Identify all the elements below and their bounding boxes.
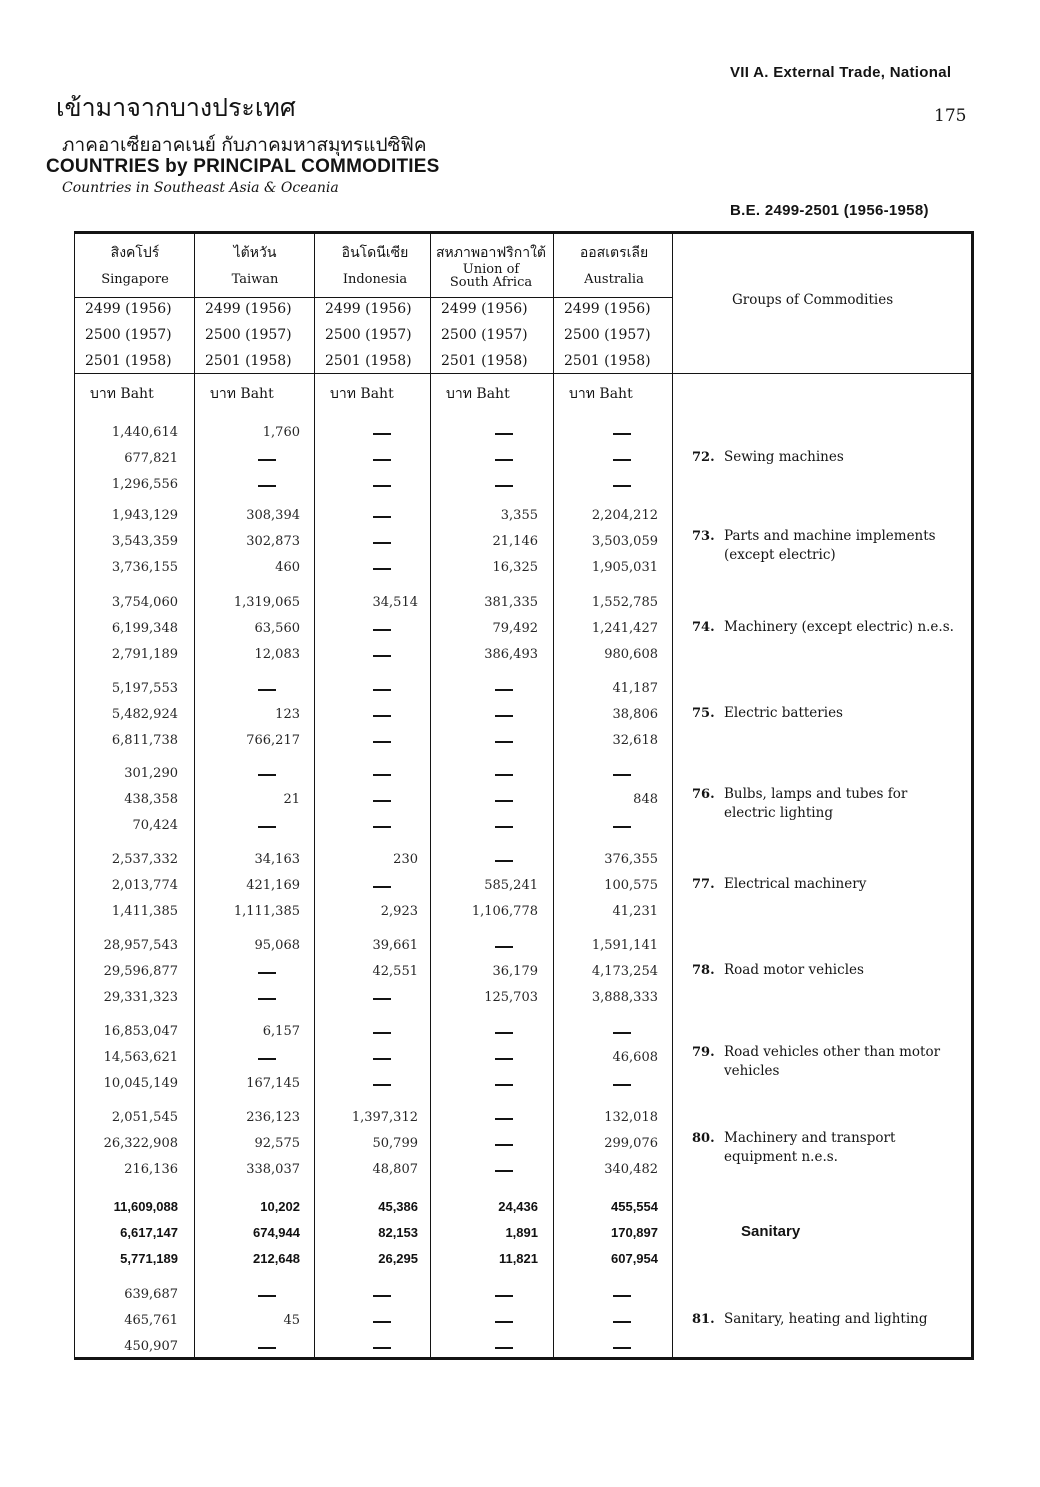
table-cell: 123 <box>275 707 300 722</box>
table-cell: 50,799 <box>372 1136 418 1151</box>
empty-dash <box>258 485 276 487</box>
empty-dash <box>373 715 391 717</box>
column-header-thai: อินโดนีเซีย <box>341 244 409 260</box>
table-cell: 438,358 <box>124 792 178 807</box>
table-cell: 1,905,031 <box>591 560 658 575</box>
period-label: B.E. 2499-2501 (1956-1958) <box>730 202 929 219</box>
table-cell: 16,853,047 <box>103 1024 178 1039</box>
table-cell: 2,204,212 <box>591 508 658 523</box>
year-label: 2501 (1958) <box>85 353 172 369</box>
table-cell: 1,111,385 <box>233 904 300 919</box>
table-cell: 848 <box>633 792 658 807</box>
table-cell: 301,290 <box>124 766 178 781</box>
unit-label: บาท Baht <box>210 386 274 402</box>
column-header-en: Singapore <box>101 272 169 287</box>
empty-dash <box>373 998 391 1000</box>
empty-dash <box>258 689 276 691</box>
group-label: Bulbs, lamps and tubes for <box>724 786 908 802</box>
table-cell: 3,355 <box>500 508 538 523</box>
table-cell: 639,687 <box>124 1287 178 1302</box>
table-cell: 36,179 <box>492 964 538 979</box>
table-cell: 1,591,141 <box>591 938 658 953</box>
year-label: 2499 (1956) <box>564 301 651 317</box>
table-cell: 1,106,778 <box>471 904 538 919</box>
table-cell: 39,661 <box>372 938 418 953</box>
table-cell: 29,596,877 <box>103 964 178 979</box>
table-cell: 34,163 <box>254 852 300 867</box>
table-cell: 10,202 <box>260 1199 300 1214</box>
group-label: Electrical machinery <box>724 876 867 892</box>
table-cell: 1,440,614 <box>111 425 178 440</box>
column-divider <box>430 231 431 1360</box>
column-divider <box>672 231 673 1360</box>
empty-dash <box>373 826 391 828</box>
table-cell: 980,608 <box>604 647 658 662</box>
empty-dash <box>613 1084 631 1086</box>
table-cell: 38,806 <box>612 707 658 722</box>
empty-dash <box>373 1347 391 1349</box>
empty-dash <box>495 1058 513 1060</box>
empty-dash <box>495 1084 513 1086</box>
table-cell: 585,241 <box>484 878 538 893</box>
table-cell: 45 <box>283 1313 300 1328</box>
table-cell: 1,891 <box>505 1225 538 1240</box>
empty-dash <box>373 1084 391 1086</box>
year-label: 2501 (1958) <box>564 353 651 369</box>
group-number: 74. <box>692 620 715 635</box>
empty-dash <box>495 1170 513 1172</box>
empty-dash <box>373 1321 391 1323</box>
empty-dash <box>258 459 276 461</box>
table-cell: 308,394 <box>246 508 300 523</box>
column-header-en: Indonesia <box>342 272 408 287</box>
group-number: 73. <box>692 529 715 544</box>
empty-dash <box>495 826 513 828</box>
empty-dash <box>258 972 276 974</box>
table-cell: 5,771,189 <box>120 1251 178 1266</box>
table-cell: 12,083 <box>254 647 300 662</box>
year-label: 2500 (1957) <box>85 327 172 343</box>
empty-dash <box>495 800 513 802</box>
empty-dash <box>258 774 276 776</box>
table-cell: 92,575 <box>254 1136 300 1151</box>
table-cell: 421,169 <box>246 878 300 893</box>
table-cell: 236,123 <box>246 1110 300 1125</box>
table-cell: 302,873 <box>246 534 300 549</box>
column-header-en: Union of <box>462 262 520 277</box>
unit-label: บาท Baht <box>90 386 154 402</box>
section-header: VII A. External Trade, National <box>730 64 952 81</box>
title-thai-main: เข้ามาจากบางประเทศ <box>56 94 296 122</box>
group-number: 78. <box>692 963 715 978</box>
column-header-thai: สิงคโปร์ <box>110 244 160 260</box>
table-cell: 465,761 <box>124 1313 178 1328</box>
empty-dash <box>373 689 391 691</box>
group-number: 76. <box>692 787 715 802</box>
table-cell: 338,037 <box>246 1162 300 1177</box>
table-cell: 6,617,147 <box>120 1225 178 1240</box>
empty-dash <box>495 1295 513 1297</box>
year-label: 2499 (1956) <box>85 301 172 317</box>
group-label: Machinery and transport <box>724 1130 896 1146</box>
table-cell: 5,197,553 <box>111 681 178 696</box>
empty-dash <box>373 485 391 487</box>
column-header-thai: สหภาพอาฟริกาใต้ <box>435 244 547 260</box>
empty-dash <box>373 1032 391 1034</box>
table-cell: 132,018 <box>604 1110 658 1125</box>
empty-dash <box>495 1118 513 1120</box>
empty-dash <box>373 1295 391 1297</box>
table-cell: 48,807 <box>372 1162 418 1177</box>
year-label: 2499 (1956) <box>205 301 292 317</box>
table-cell: 340,482 <box>604 1162 658 1177</box>
column-header-en: Taiwan <box>231 272 279 287</box>
group-label: Parts and machine implements <box>724 528 936 544</box>
empty-dash <box>495 689 513 691</box>
table-cell: 46,608 <box>612 1050 658 1065</box>
table-cell: 28,957,543 <box>103 938 178 953</box>
table-cell: 455,554 <box>611 1199 658 1214</box>
table-cell: 14,563,621 <box>103 1050 178 1065</box>
table-cell: 24,436 <box>498 1199 538 1214</box>
table-cell: 11,821 <box>498 1251 538 1266</box>
group-label: equipment n.e.s. <box>724 1149 838 1165</box>
table-cell: 26,295 <box>378 1251 418 1266</box>
table-cell: 6,811,738 <box>111 733 178 748</box>
table-cell: 170,897 <box>611 1225 658 1240</box>
group-number: 81. <box>692 1312 715 1327</box>
empty-dash <box>373 433 391 435</box>
empty-dash <box>495 1144 513 1146</box>
page-subtitle: Countries in Southeast Asia & Oceania <box>62 180 339 196</box>
table-cell: 5,482,924 <box>111 707 178 722</box>
table-cell: 381,335 <box>484 595 538 610</box>
table-cell: 70,424 <box>132 818 178 833</box>
table-cell: 2,013,774 <box>111 878 178 893</box>
year-label: 2500 (1957) <box>325 327 412 343</box>
empty-dash <box>373 1058 391 1060</box>
empty-dash <box>495 1032 513 1034</box>
table-cell: 34,514 <box>372 595 418 610</box>
table-cell: 45,386 <box>378 1199 418 1214</box>
table-cell: 1,411,385 <box>111 904 178 919</box>
table-cell: 1,943,129 <box>111 508 178 523</box>
empty-dash <box>495 1347 513 1349</box>
table-cell: 1,552,785 <box>591 595 658 610</box>
empty-dash <box>373 774 391 776</box>
table-cell: 2,537,332 <box>111 852 178 867</box>
table-cell: 6,199,348 <box>111 621 178 636</box>
year-label: 2501 (1958) <box>325 353 412 369</box>
empty-dash <box>613 1295 631 1297</box>
table-cell: 1,296,556 <box>111 477 178 492</box>
table-cell: 95,068 <box>254 938 300 953</box>
groups-header: Groups of Commodities <box>732 292 894 308</box>
table-cell: 230 <box>393 852 418 867</box>
table-cell: 1,241,427 <box>591 621 658 636</box>
empty-dash <box>495 433 513 435</box>
subheader-divider <box>74 297 673 298</box>
year-label: 2501 (1958) <box>205 353 292 369</box>
empty-dash <box>495 946 513 948</box>
group-number: 80. <box>692 1131 715 1146</box>
empty-dash <box>495 485 513 487</box>
table-cell: 21 <box>283 792 300 807</box>
empty-dash <box>495 715 513 717</box>
group-label: Road vehicles other than motor <box>724 1044 941 1060</box>
table-cell: 674,944 <box>253 1225 300 1240</box>
title-thai-sub: ภาคอาเซียอาคเนย์ กับภาคมหาสมุทรแปซิฟิค <box>62 135 427 156</box>
table-cell: 29,331,323 <box>103 990 178 1005</box>
header-divider <box>74 373 974 374</box>
empty-dash <box>613 1347 631 1349</box>
table-cell: 3,503,059 <box>591 534 658 549</box>
empty-dash <box>613 1321 631 1323</box>
year-label: 2500 (1957) <box>441 327 528 343</box>
unit-label: บาท Baht <box>569 386 633 402</box>
empty-dash <box>495 860 513 862</box>
group-label: Road motor vehicles <box>724 962 864 978</box>
table-cell: 460 <box>275 560 300 575</box>
table-cell: 41,187 <box>612 681 658 696</box>
empty-dash <box>613 1032 631 1034</box>
empty-dash <box>373 800 391 802</box>
group-label: electric lighting <box>724 805 833 821</box>
table-cell: 3,888,333 <box>591 990 658 1005</box>
empty-dash <box>373 629 391 631</box>
empty-dash <box>613 826 631 828</box>
table-cell: 212,648 <box>253 1251 300 1266</box>
year-label: 2499 (1956) <box>325 301 412 317</box>
table-cell: 2,923 <box>380 904 418 919</box>
empty-dash <box>495 1321 513 1323</box>
table-cell: 167,145 <box>246 1076 300 1091</box>
page-number: 175 <box>934 106 967 126</box>
empty-dash <box>495 741 513 743</box>
group-label: Sanitary, heating and lighting <box>724 1311 928 1327</box>
table-cell: 2,051,545 <box>111 1110 178 1125</box>
page-title: COUNTRIES by PRINCIPAL COMMODITIES <box>46 156 440 177</box>
table-cell: 1,397,312 <box>351 1110 418 1125</box>
table-cell: 6,157 <box>262 1024 300 1039</box>
table-cell: 11,609,088 <box>113 1199 178 1214</box>
table-cell: 26,322,908 <box>103 1136 178 1151</box>
column-header-thai: ออสเตรเลีย <box>579 244 649 260</box>
table-cell: 677,821 <box>124 451 178 466</box>
empty-dash <box>613 485 631 487</box>
group-label: Sanitary <box>741 1223 801 1240</box>
year-label: 2500 (1957) <box>564 327 651 343</box>
empty-dash <box>613 774 631 776</box>
empty-dash <box>373 516 391 518</box>
table-cell: 41,231 <box>612 904 658 919</box>
empty-dash <box>373 886 391 888</box>
table-cell: 21,146 <box>492 534 538 549</box>
group-number: 77. <box>692 877 715 892</box>
group-number: 72. <box>692 450 715 465</box>
table-cell: 376,355 <box>604 852 658 867</box>
empty-dash <box>258 826 276 828</box>
table-cell: 100,575 <box>604 878 658 893</box>
table-cell: 607,954 <box>611 1251 658 1266</box>
group-label: Sewing machines <box>724 449 844 465</box>
unit-label: บาท Baht <box>446 386 510 402</box>
empty-dash <box>258 1295 276 1297</box>
table-cell: 16,325 <box>492 560 538 575</box>
table-cell: 299,076 <box>604 1136 658 1151</box>
column-header-thai: ไต้หวัน <box>233 244 277 260</box>
group-number: 75. <box>692 706 715 721</box>
table-cell: 125,703 <box>484 990 538 1005</box>
empty-dash <box>613 459 631 461</box>
year-label: 2499 (1956) <box>441 301 528 317</box>
group-number: 79. <box>692 1045 715 1060</box>
table-cell: 386,493 <box>484 647 538 662</box>
table-cell: 2,791,189 <box>111 647 178 662</box>
group-label: Machinery (except electric) n.e.s. <box>724 619 954 635</box>
table-cell: 3,754,060 <box>111 595 178 610</box>
table-cell: 3,736,155 <box>111 560 178 575</box>
table-cell: 3,543,359 <box>111 534 178 549</box>
table-cell: 1,319,065 <box>233 595 300 610</box>
empty-dash <box>495 459 513 461</box>
empty-dash <box>613 433 631 435</box>
empty-dash <box>258 1347 276 1349</box>
table-cell: 1,760 <box>262 425 300 440</box>
table-cell: 32,618 <box>612 733 658 748</box>
empty-dash <box>373 655 391 657</box>
empty-dash <box>373 568 391 570</box>
table-cell: 216,136 <box>124 1162 178 1177</box>
table-cell: 4,173,254 <box>591 964 658 979</box>
empty-dash <box>495 774 513 776</box>
column-divider <box>314 231 315 1360</box>
group-label: Electric batteries <box>724 705 843 721</box>
empty-dash <box>373 459 391 461</box>
year-label: 2501 (1958) <box>441 353 528 369</box>
group-label: (except electric) <box>724 547 836 563</box>
table-cell: 10,045,149 <box>103 1076 178 1091</box>
empty-dash <box>373 542 391 544</box>
group-label: vehicles <box>724 1063 780 1079</box>
table-cell: 42,551 <box>372 964 418 979</box>
table-cell: 63,560 <box>254 621 300 636</box>
table-cell: 766,217 <box>246 733 300 748</box>
table-cell: 82,153 <box>378 1225 418 1240</box>
column-header-en: Australia <box>584 272 644 287</box>
empty-dash <box>373 741 391 743</box>
empty-dash <box>258 998 276 1000</box>
table-cell: 450,907 <box>124 1339 178 1354</box>
table-cell: 79,492 <box>492 621 538 636</box>
column-header-en: South Africa <box>449 275 533 290</box>
empty-dash <box>258 1058 276 1060</box>
year-label: 2500 (1957) <box>205 327 292 343</box>
unit-label: บาท Baht <box>330 386 394 402</box>
